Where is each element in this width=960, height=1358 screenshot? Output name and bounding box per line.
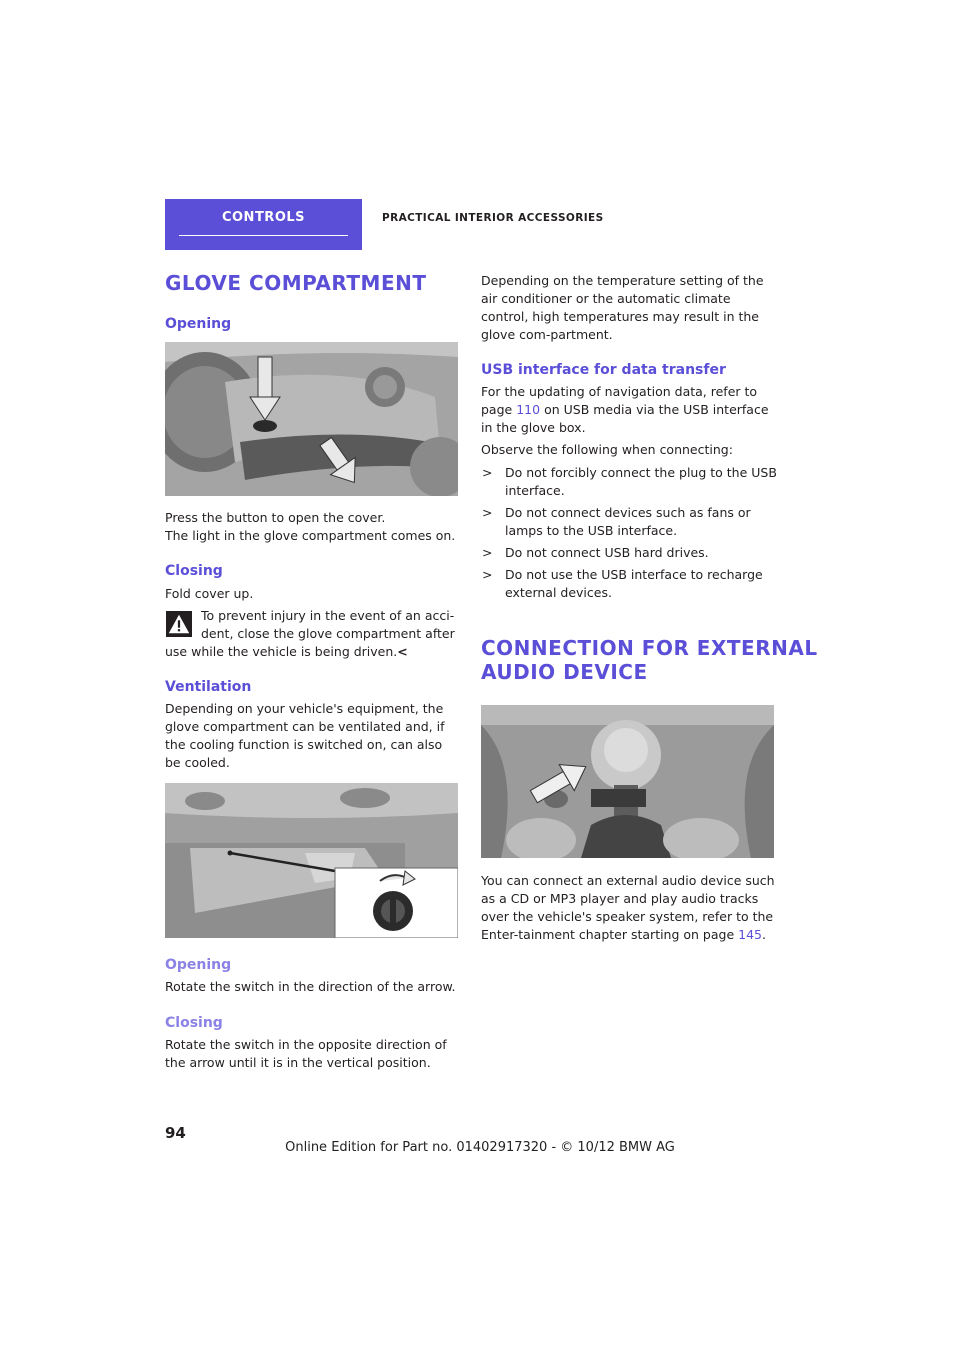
list-item: > Do not forcibly connect the plug to the USB interface. — [482, 465, 777, 498]
list-item: > Do not connect USB hard drives. — [482, 545, 709, 560]
header-tab-edge — [348, 199, 362, 236]
edition-footer: Online Edition for Part no. 01402917320 - © 10/12 BMW AG — [285, 1140, 675, 1155]
temperature-text: Depending on the temperature setting of the air conditioner or the automatic climate control, high temperatures may result in the glove com-partment. — [481, 273, 764, 342]
header-tab-bottom — [165, 236, 362, 250]
vent-closing-heading: Closing — [165, 1015, 223, 1031]
bullet-marker: > — [482, 545, 493, 560]
closing-text: Fold cover up. — [165, 586, 254, 601]
usb-bullet-list — [481, 464, 781, 602]
header-tab-label: CONTROLS — [221, 210, 306, 225]
bullet-marker: > — [482, 465, 493, 480]
usb-heading: USB interface for data transfer — [481, 362, 726, 378]
header-section-label: PRACTICAL INTERIOR ACCESSORIES — [382, 212, 604, 224]
opening-text-1: Press the button to open the cover. — [165, 510, 386, 525]
usb-page-link[interactable]: 110 — [516, 402, 541, 417]
audio-input-photo — [481, 705, 774, 858]
glove-compartment-heading: GLOVE COMPARTMENT — [165, 271, 427, 295]
opening-text-2: The light in the glove compartment comes on. — [165, 528, 456, 543]
bullet-marker: > — [482, 567, 493, 582]
vent-opening-heading: Opening — [165, 957, 232, 973]
connection-heading-2: AUDIO DEVICE — [481, 660, 648, 684]
list-item: > Do not use the USB interface to recharge external devices. — [482, 567, 763, 600]
warning-line-1: To prevent injury in the event of an acci- — [201, 608, 455, 623]
ventilation-heading: Ventilation — [165, 679, 252, 695]
connection-heading-1: CONNECTION FOR EXTERNAL — [481, 636, 818, 660]
vent-closing-text: Rotate the switch in the opposite direction of the arrow until it is in the vertical position. — [165, 1037, 447, 1070]
warning-end-mark: < — [397, 644, 408, 659]
vent-opening-text: Rotate the switch in the direction of the arrow. — [165, 979, 456, 994]
entertainment-page-link[interactable]: 145 — [738, 927, 762, 942]
closing-heading: Closing — [165, 563, 223, 579]
glove-compartment-opening-photo — [165, 342, 458, 496]
page-number: 94 — [165, 1124, 186, 1142]
warning-icon — [165, 611, 193, 641]
list-item: > Do not connect devices such as fans or lamps to the USB interface. — [482, 505, 751, 538]
opening-heading: Opening — [165, 316, 232, 332]
warning-line-2: dent, close the glove compartment after — [201, 626, 455, 641]
bullet-marker: > — [482, 505, 493, 520]
usb-text: For the updating of navigation data, refer to page 110 on USB media via the USB interface in the glove box. — [481, 384, 769, 435]
ventilation-photo — [165, 783, 458, 938]
ventilation-text: Depending on your vehicle's equipment, the glove compartment can be ventilated and, if the cooling function is switched on, can also be cooled. — [165, 701, 445, 770]
warning-line-3: use while the vehicle is being driven. — [165, 644, 398, 659]
observe-text: Observe the following when connecting: — [481, 442, 733, 457]
connection-text: You can connect an external audio device such as a CD or MP3 player and play audio tracks over the vehicle's speaker system, refer to the Enter-tainment chapter starting on page 145. — [481, 873, 775, 942]
